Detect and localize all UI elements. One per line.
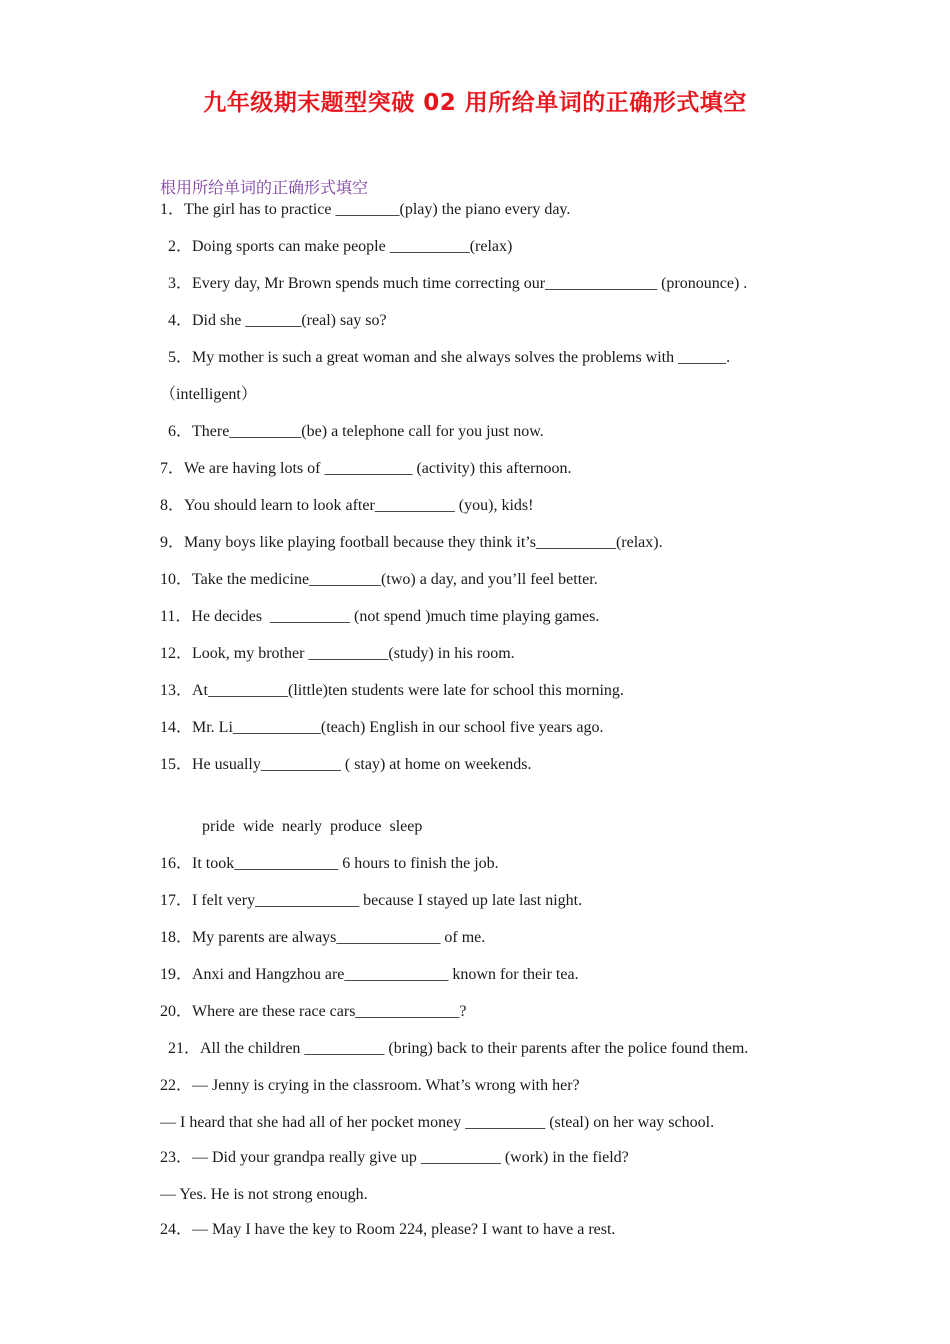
question-11: 11．He decides __________ (not spend )much time playing games. [160,608,600,625]
question-4: 4．Did she _______(real) say so? [168,312,387,329]
question-10: 10．Take the medicine_________(two) a day, and you’ll feel better. [160,571,598,588]
word-bank: pride wide nearly produce sleep [202,818,423,835]
question-22-answer: — I heard that she had all of her pocket money __________ (steal) on her way school. [160,1114,715,1131]
question-3: 3．Every day, Mr Brown spends much time correcting our______________ (pronounce) . [168,275,748,292]
question-19: 19．Anxi and Hangzhou are_____________ known for their tea. [160,966,579,983]
question-23: 23．— Did your grandpa really give up __________ (work) in the field? [160,1149,629,1166]
question-5-hint: （intelligent） [160,386,257,403]
question-23-answer: — Yes. He is not strong enough. [160,1186,368,1203]
question-15: 15．He usually__________ ( stay) at home on weekends. [160,756,532,773]
document-title: 九年级期末题型突破 02 用所给单词的正确形式填空 [203,90,747,116]
question-2: 2．Doing sports can make people __________(relax) [168,238,513,255]
question-5: 5．My mother is such a great woman and she always solves the problems with ______. [168,349,731,366]
question-21: 21．All the children __________ (bring) back to their parents after the police found them. [168,1040,749,1057]
question-7: 7．We are having lots of ___________ (activity) this afternoon. [160,460,572,477]
question-17: 17．I felt very_____________ because I stayed up late last night. [160,892,583,909]
question-12: 12．Look, my brother __________(study) in his room. [160,645,515,662]
question-14: 14．Mr. Li___________(teach) English in our school five years ago. [160,719,604,736]
question-16: 16．It took_____________ 6 hours to finish the job. [160,855,499,872]
question-6: 6．There_________(be) a telephone call for you just now. [168,423,544,440]
question-1: 1．The girl has to practice ________(play) the piano every day. [160,201,571,218]
section-heading: 根用所给单词的正确形式填空 [160,178,369,197]
question-9: 9．Many boys like playing football because they think it’s__________(relax). [160,534,663,551]
question-20: 20．Where are these race cars_____________? [160,1003,467,1020]
question-8: 8．You should learn to look after__________ (you), kids! [160,497,534,514]
question-22: 22．— Jenny is crying in the classroom. What’s wrong with her? [160,1077,580,1094]
question-18: 18．My parents are always_____________ of me. [160,929,486,946]
question-24: 24．— May I have the key to Room 224, please? I want to have a rest. [160,1221,616,1238]
question-13: 13．At__________(little)ten students were late for school this morning. [160,682,624,699]
